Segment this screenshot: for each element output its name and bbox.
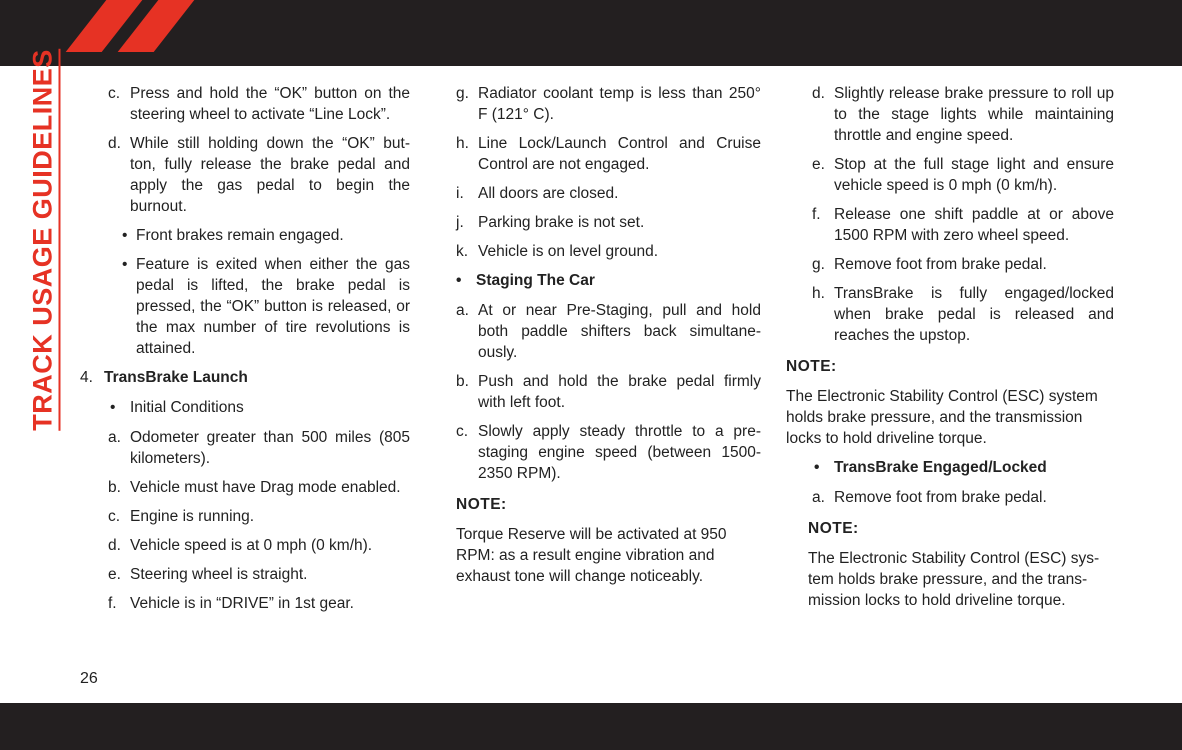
note-label: NOTE: (456, 496, 507, 513)
list-item (108, 506, 410, 527)
side-section-title: TRACK USAGE GUIDELINES (28, 49, 61, 431)
item-label: d. (812, 85, 825, 102)
subsection-heading (456, 270, 761, 291)
item-label: b. (108, 479, 121, 496)
list-item (456, 133, 761, 175)
bullet-icon: • (122, 256, 128, 273)
item-label: c. (108, 508, 121, 525)
list-item (456, 371, 761, 413)
item-label: e. (108, 566, 121, 583)
list-item (456, 183, 761, 204)
bullet-icon: • (456, 272, 462, 289)
item-label: c. (108, 85, 121, 102)
item-label: d. (108, 135, 121, 152)
note-text: Torque Reserve will be activated at 950 RPM: as a result engine vibration and exhaust tone will change noticeably. (456, 526, 727, 585)
bullet-text: Feature is exited when either the gas pedal is lifted, the brake pedal is pressed, the “OK” button is released, or the max number of tire revolutions is attained. (136, 256, 410, 357)
subsection-heading (814, 457, 1114, 478)
page-number: 26 (80, 670, 98, 687)
item-label: h. (812, 285, 825, 302)
note-text: The Electronic Stability Control (ESC) system holds brake pressure, and the transmission locks to hold driveline torque. (786, 388, 1098, 447)
item-text: Vehicle is on level ground. (478, 243, 659, 260)
bullet-icon: • (814, 459, 820, 476)
item-label: e. (812, 156, 825, 173)
section-number: 4. (80, 369, 93, 386)
bottom-footer-bar (0, 703, 1182, 750)
item-label: c. (456, 423, 469, 440)
list-item (108, 535, 410, 556)
list-item (108, 83, 410, 125)
bullet-text: Front brakes remain engaged. (136, 227, 344, 244)
item-label: a. (812, 489, 825, 506)
item-text: TransBrake is fully engaged/locked when brake pedal is released and reaches the upstop. (834, 285, 1114, 344)
list-item (108, 593, 410, 614)
item-label: a. (108, 429, 121, 446)
note-label: NOTE: (786, 358, 837, 375)
note-text: The Electronic Stability Control (ESC) sys-tem holds brake pressure, and the trans-mission locks to hold driveline torque. (808, 550, 1100, 609)
section-heading (80, 367, 410, 388)
item-text: Vehicle speed is at 0 mph (0 km/h). (130, 537, 373, 554)
note-label: NOTE: (808, 520, 859, 537)
subsection-title: Staging The Car (476, 272, 595, 289)
item-text: Vehicle is in “DRIVE” in 1st gear. (130, 595, 354, 612)
list-item (108, 133, 410, 217)
top-header-bar (0, 0, 1182, 66)
subsection-heading (110, 397, 410, 418)
list-item (812, 254, 1114, 275)
item-text: Press and hold the “OK” button on the steering wheel to activate “Line Lock”. (130, 85, 410, 123)
list-item (108, 477, 410, 498)
list-item (812, 83, 1114, 146)
bullet-icon: • (122, 227, 128, 244)
list-item (456, 241, 761, 262)
item-text: Push and hold the brake pedal firmly with left foot. (478, 373, 761, 411)
item-text: Remove foot from brake pedal. (834, 256, 1047, 273)
bullet-icon: • (110, 399, 116, 416)
item-label: f. (108, 595, 117, 612)
item-text: All doors are closed. (478, 185, 619, 202)
item-text: Parking brake is not set. (478, 214, 645, 231)
item-text: Release one shift paddle at or above 1500 RPM with zero wheel speed. (834, 206, 1114, 244)
item-label: f. (812, 206, 821, 223)
bullet-item (122, 254, 410, 359)
list-item (456, 83, 761, 125)
item-label: d. (108, 537, 121, 554)
item-label: a. (456, 302, 469, 319)
item-text: Slowly apply steady throttle to a pre-staging engine speed (between 1500-2350 RPM). (478, 423, 761, 482)
list-item (108, 427, 410, 469)
item-text: Stop at the full stage light and ensure vehicle speed is 0 mph (0 km/h). (834, 156, 1114, 194)
item-text: While still holding down the “OK” but-ton, fully release the brake pedal and apply the gas pedal to begin the burnout. (130, 135, 410, 215)
list-item (108, 564, 410, 585)
section-title: TransBrake Launch (104, 369, 248, 386)
item-text: Steering wheel is straight. (130, 566, 308, 583)
item-label: i. (456, 185, 464, 202)
column-2 (456, 83, 761, 595)
item-label: b. (456, 373, 469, 390)
item-text: Slightly release brake pressure to roll up to the stage lights while maintaining throttle and engine speed. (834, 85, 1114, 144)
item-text: Vehicle must have Drag mode enabled. (130, 479, 401, 496)
item-label: g. (812, 256, 825, 273)
item-text: Odometer greater than 500 miles (805 kilometers). (130, 429, 410, 467)
item-label: g. (456, 85, 469, 102)
item-label: k. (456, 243, 469, 260)
bullet-item (122, 225, 410, 246)
subsection-title: Initial Conditions (130, 399, 244, 416)
list-item (812, 154, 1114, 196)
list-item (456, 300, 761, 363)
item-text: At or near Pre-Staging, pull and hold both paddle shifters back simultane-ously. (478, 302, 761, 361)
item-text: Remove foot from brake pedal. (834, 489, 1047, 506)
column-3 (786, 83, 1114, 619)
item-text: Line Lock/Launch Control and Cruise Control are not engaged. (478, 135, 761, 173)
list-item (812, 283, 1114, 346)
list-item (812, 204, 1114, 246)
subsection-title: TransBrake Engaged/Locked (834, 459, 1047, 476)
item-text: Radiator coolant temp is less than 250° F (121° C). (478, 85, 761, 123)
item-text: Engine is running. (130, 508, 255, 525)
item-label: j. (456, 214, 464, 231)
list-item (456, 421, 761, 484)
column-1 (80, 83, 410, 622)
list-item (456, 212, 761, 233)
item-label: h. (456, 135, 469, 152)
list-item (812, 487, 1114, 508)
